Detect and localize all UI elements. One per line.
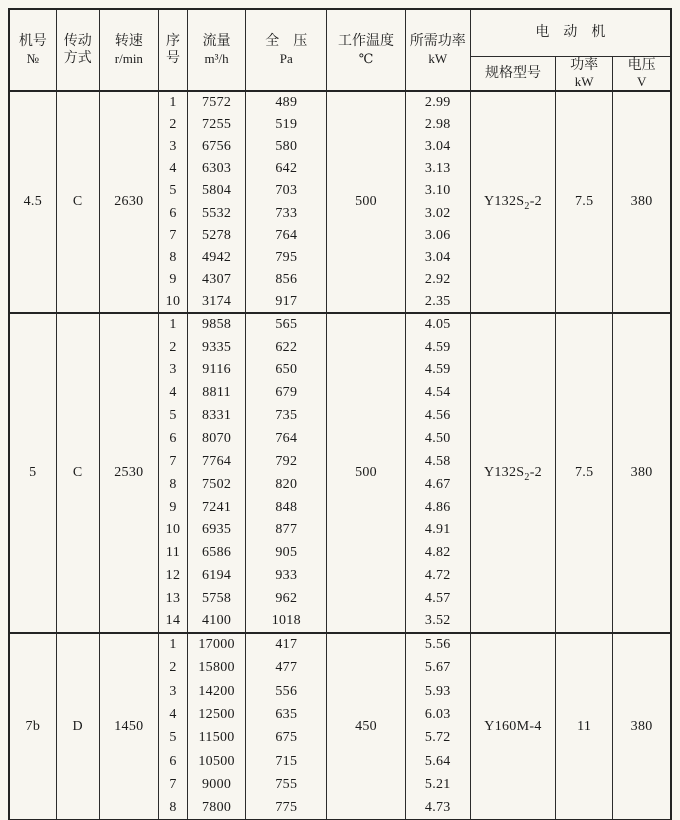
header-motor-power-unit: kW: [574, 74, 594, 89]
seq-cell: 7: [158, 224, 187, 246]
table-body: [9, 91, 671, 819]
seq-cell: 9: [158, 269, 187, 291]
required-power-cell: 5.56: [405, 633, 470, 656]
fan-specification-table: [8, 8, 672, 820]
pressure-cell: 635: [246, 703, 327, 726]
pressure-cell: 675: [246, 726, 327, 749]
required-power-cell: 3.10: [405, 180, 470, 202]
pressure-cell: 622: [246, 336, 327, 359]
voltage-cell: 380: [613, 633, 671, 820]
header-speed-unit: r/min: [114, 50, 143, 66]
pressure-cell: 792: [246, 450, 327, 473]
header-motor-model: 规格型号: [470, 56, 555, 91]
seq-cell: 2: [158, 656, 187, 679]
voltage-cell: 380: [613, 313, 671, 633]
seq-cell: 3: [158, 680, 187, 703]
header-pressure-unit: Pa: [279, 50, 293, 66]
pressure-cell: 820: [246, 473, 327, 496]
seq-cell: 5: [158, 180, 187, 202]
spec-row: [9, 633, 671, 656]
header-work-temp-label: 工作温度: [338, 34, 395, 50]
motor-model-subscript: 2: [524, 471, 530, 483]
header-pressure-label: 全 压: [265, 34, 308, 50]
flow-cell: 8331: [188, 405, 246, 428]
seq-cell: 7: [158, 450, 187, 473]
work-temp-cell: 500: [327, 313, 405, 633]
flow-cell: 6303: [188, 158, 246, 180]
header-flow-label: 流量: [202, 34, 231, 50]
pressure-cell: 735: [246, 405, 327, 428]
header-speed: [99, 9, 158, 91]
header-voltage-unit: V: [636, 74, 647, 89]
required-power-cell: 4.73: [405, 796, 470, 819]
required-power-cell: 3.04: [405, 247, 470, 269]
header-seq-label: 序: [165, 33, 180, 49]
header-motor-power: [556, 56, 613, 91]
seq-cell: 6: [158, 427, 187, 450]
drive-type-cell: D: [56, 633, 99, 820]
speed-cell: 2530: [99, 313, 158, 633]
pressure-cell: 856: [246, 269, 327, 291]
flow-cell: 4100: [188, 610, 246, 633]
pressure-cell: 775: [246, 796, 327, 819]
seq-cell: 2: [158, 336, 187, 359]
pressure-cell: 795: [246, 247, 327, 269]
pressure-cell: 477: [246, 656, 327, 679]
drive-type-cell: C: [56, 91, 99, 313]
flow-cell: 7572: [188, 91, 246, 113]
flow-cell: 9335: [188, 336, 246, 359]
seq-cell: 2: [158, 113, 187, 135]
flow-cell: 5804: [188, 180, 246, 202]
pressure-cell: 733: [246, 202, 327, 224]
required-power-cell: 2.92: [405, 269, 470, 291]
header-required-power-label: 所需功率: [409, 34, 466, 50]
required-power-cell: 4.56: [405, 405, 470, 428]
seq-cell: 4: [158, 158, 187, 180]
header-machine-no-label: 机号: [18, 34, 47, 50]
pressure-cell: 877: [246, 519, 327, 542]
pressure-cell: 848: [246, 496, 327, 519]
flow-cell: 8811: [188, 382, 246, 405]
header-flow: [188, 9, 246, 91]
seq-cell: 13: [158, 587, 187, 610]
header-drive-label2: 方式: [63, 51, 92, 67]
required-power-cell: 3.02: [405, 202, 470, 224]
flow-cell: 9858: [188, 313, 246, 336]
required-power-cell: 3.06: [405, 224, 470, 246]
header-pressure: [246, 9, 327, 91]
pressure-cell: 642: [246, 158, 327, 180]
seq-cell: 8: [158, 796, 187, 819]
flow-cell: 7800: [188, 796, 246, 819]
flow-cell: 7764: [188, 450, 246, 473]
seq-cell: 8: [158, 247, 187, 269]
header-voltage-label: 电压: [627, 57, 656, 73]
pressure-cell: 519: [246, 113, 327, 135]
pressure-cell: 679: [246, 382, 327, 405]
header-seq: [158, 9, 187, 91]
flow-cell: 5758: [188, 587, 246, 610]
seq-cell: 5: [158, 405, 187, 428]
required-power-cell: 2.99: [405, 91, 470, 113]
seq-cell: 1: [158, 633, 187, 656]
seq-cell: 6: [158, 750, 187, 773]
seq-cell: 12: [158, 564, 187, 587]
flow-cell: 10500: [188, 750, 246, 773]
seq-cell: 7: [158, 773, 187, 796]
required-power-cell: 4.57: [405, 587, 470, 610]
speed-cell: 2630: [99, 91, 158, 313]
seq-cell: 10: [158, 519, 187, 542]
header-drive-label: 传动: [63, 33, 92, 49]
seq-cell: 11: [158, 542, 187, 565]
header-flow-unit: m³/h: [204, 50, 229, 66]
pressure-cell: 703: [246, 180, 327, 202]
pressure-cell: 764: [246, 427, 327, 450]
header-motor-power-label: 功率: [570, 57, 599, 73]
pressure-cell: 650: [246, 359, 327, 382]
required-power-cell: 4.59: [405, 359, 470, 382]
motor-model-cell: $Y132S_2-2$: [470, 313, 555, 633]
pressure-cell: 917: [246, 291, 327, 313]
header-row-1: [9, 9, 671, 56]
header-motor-group: 电 动 机: [470, 9, 671, 56]
header-voltage: [613, 56, 671, 91]
pressure-cell: 580: [246, 136, 327, 158]
work-temp-cell: 450: [327, 633, 405, 820]
seq-cell: 3: [158, 136, 187, 158]
header-machine-no-unit: №: [26, 50, 40, 66]
required-power-cell: 3.52: [405, 610, 470, 633]
flow-cell: 6586: [188, 542, 246, 565]
required-power-cell: 4.59: [405, 336, 470, 359]
flow-cell: 6935: [188, 519, 246, 542]
pressure-cell: 556: [246, 680, 327, 703]
seq-cell: 5: [158, 726, 187, 749]
flow-cell: 3174: [188, 291, 246, 313]
header-speed-label: 转速: [114, 34, 143, 50]
flow-cell: 4942: [188, 247, 246, 269]
flow-cell: 5532: [188, 202, 246, 224]
pressure-cell: 933: [246, 564, 327, 587]
required-power-cell: 3.13: [405, 158, 470, 180]
flow-cell: 7241: [188, 496, 246, 519]
seq-cell: 3: [158, 359, 187, 382]
spec-row: [9, 91, 671, 113]
pressure-cell: 489: [246, 91, 327, 113]
seq-cell: 1: [158, 91, 187, 113]
flow-cell: 11500: [188, 726, 246, 749]
flow-cell: 7502: [188, 473, 246, 496]
required-power-cell: 5.72: [405, 726, 470, 749]
header-work-temp-unit: ℃: [358, 50, 374, 66]
flow-cell: 15800: [188, 656, 246, 679]
required-power-cell: 4.58: [405, 450, 470, 473]
header-drive-type: [56, 9, 99, 91]
drive-type-cell: C: [56, 313, 99, 633]
work-temp-cell: 500: [327, 91, 405, 313]
required-power-cell: 2.35: [405, 291, 470, 313]
pressure-cell: 1018: [246, 610, 327, 633]
flow-cell: 9000: [188, 773, 246, 796]
seq-cell: 1: [158, 313, 187, 336]
flow-cell: 17000: [188, 633, 246, 656]
flow-cell: 4307: [188, 269, 246, 291]
required-power-cell: 5.21: [405, 773, 470, 796]
pressure-cell: 905: [246, 542, 327, 565]
pressure-cell: 417: [246, 633, 327, 656]
flow-cell: 5278: [188, 224, 246, 246]
required-power-cell: 3.04: [405, 136, 470, 158]
spec-row: [9, 313, 671, 336]
required-power-cell: 5.64: [405, 750, 470, 773]
pressure-cell: 755: [246, 773, 327, 796]
flow-cell: 6194: [188, 564, 246, 587]
required-power-cell: 4.50: [405, 427, 470, 450]
motor-power-cell: 7.5: [556, 313, 613, 633]
header-machine-no: [9, 9, 56, 91]
table-header: [9, 9, 671, 91]
seq-cell: 4: [158, 382, 187, 405]
speed-cell: 1450: [99, 633, 158, 820]
required-power-cell: 5.93: [405, 680, 470, 703]
seq-cell: 10: [158, 291, 187, 313]
flow-cell: 9116: [188, 359, 246, 382]
pressure-cell: 565: [246, 313, 327, 336]
header-required-power: [405, 9, 470, 91]
required-power-cell: 6.03: [405, 703, 470, 726]
voltage-cell: 380: [613, 91, 671, 313]
seq-cell: 6: [158, 202, 187, 224]
pressure-cell: 962: [246, 587, 327, 610]
flow-cell: 8070: [188, 427, 246, 450]
motor-model-cell: Y160M-4: [470, 633, 555, 820]
seq-cell: 4: [158, 703, 187, 726]
required-power-cell: 4.82: [405, 542, 470, 565]
seq-cell: 14: [158, 610, 187, 633]
flow-cell: 6756: [188, 136, 246, 158]
flow-cell: 7255: [188, 113, 246, 135]
required-power-cell: 2.98: [405, 113, 470, 135]
motor-model-cell: $Y132S_2-2$: [470, 91, 555, 313]
required-power-cell: 4.67: [405, 473, 470, 496]
required-power-cell: 5.67: [405, 656, 470, 679]
flow-cell: 12500: [188, 703, 246, 726]
required-power-cell: 4.91: [405, 519, 470, 542]
header-seq-label2: 号: [165, 51, 180, 67]
required-power-cell: 4.72: [405, 564, 470, 587]
pressure-cell: 715: [246, 750, 327, 773]
motor-power-cell: 11: [556, 633, 613, 820]
required-power-cell: 4.54: [405, 382, 470, 405]
machine-no-cell: 7b: [9, 633, 56, 820]
header-work-temp: [327, 9, 405, 91]
motor-power-cell: 7.5: [556, 91, 613, 313]
required-power-cell: 4.86: [405, 496, 470, 519]
pressure-cell: 764: [246, 224, 327, 246]
flow-cell: 14200: [188, 680, 246, 703]
motor-model-subscript: 2: [524, 200, 530, 212]
machine-no-cell: 5: [9, 313, 56, 633]
seq-cell: 8: [158, 473, 187, 496]
seq-cell: 9: [158, 496, 187, 519]
header-required-power-unit: kW: [428, 50, 448, 66]
required-power-cell: 4.05: [405, 313, 470, 336]
machine-no-cell: 4.5: [9, 91, 56, 313]
